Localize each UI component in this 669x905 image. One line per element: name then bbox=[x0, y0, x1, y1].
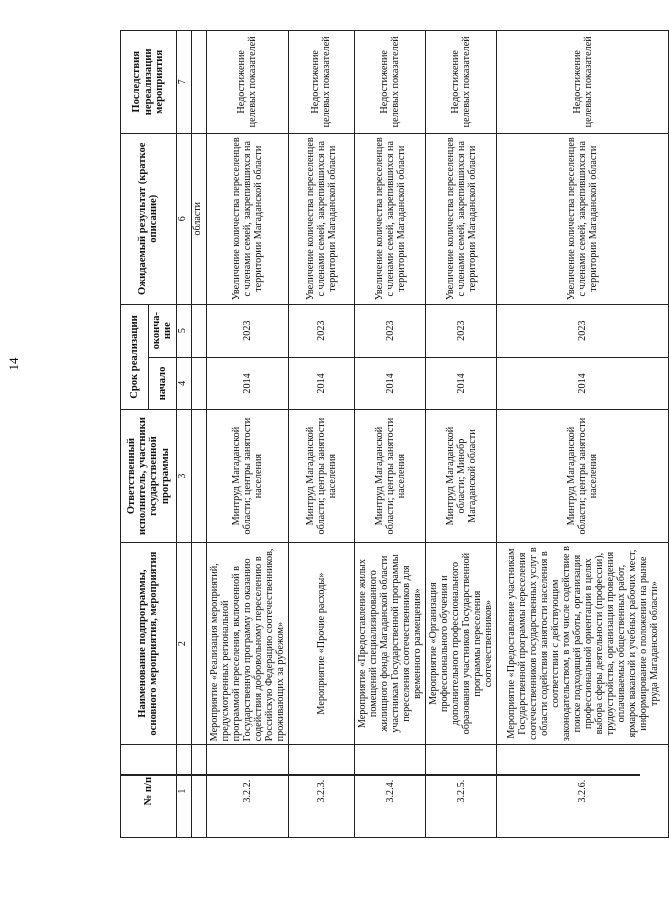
header-term: Срок реализации bbox=[121, 304, 149, 410]
row-end: 2023 bbox=[354, 304, 425, 357]
header-end: оконча-ние bbox=[149, 304, 177, 357]
page-number: 14 bbox=[6, 357, 21, 371]
header-name: Наименование подпрограммы, основного мероприятия, мероприятия bbox=[121, 542, 177, 744]
table-row bbox=[497, 31, 669, 838]
row-executor: Минтруд Магаданской области; центры занятости населения bbox=[354, 410, 425, 543]
index-cell: 3 bbox=[176, 410, 191, 543]
index-cell: 2 bbox=[176, 542, 191, 744]
row-name: Мероприятие «Прочие расходы» bbox=[288, 542, 354, 744]
row-num: 3.2.4. bbox=[354, 745, 425, 838]
index-cell: 1 bbox=[176, 745, 191, 838]
header-start: начало bbox=[149, 357, 177, 410]
row-result: Увеличение количества переселенцев с членами семей, закрепившихся на территории Магаданской области bbox=[497, 133, 669, 304]
row-num: 3.2.5. bbox=[426, 745, 497, 838]
row-name: Мероприятие «Реализация мероприятий, предусмотренных региональной программой переселения, включенной в Государственную программу по оказанию содействия добровольному переселению в Российскую Федерацию соотечественников, проживающих за рубежом» bbox=[206, 542, 288, 744]
header-result: Ожидаемый результат (краткое описание) bbox=[121, 133, 177, 304]
row-consequences: Недостижение целевых показателей bbox=[497, 31, 669, 134]
row-end: 2023 bbox=[426, 304, 497, 357]
row-name: Мероприятие «Организация профессионального обучения и дополнительного профессионального образования участников Государственной программы переселения соотечественников» bbox=[426, 542, 497, 744]
row-num: 3.2.3. bbox=[288, 745, 354, 838]
row-start: 2014 bbox=[354, 357, 425, 410]
index-cell: 6 bbox=[176, 133, 191, 304]
continuation-row bbox=[191, 31, 206, 838]
table-row bbox=[288, 31, 354, 838]
row-consequences: Недостижение целевых показателей bbox=[354, 31, 425, 134]
row-executor: Минтруд Магаданской области; центры занятости населения bbox=[206, 410, 288, 543]
column-index-row bbox=[176, 31, 191, 838]
row-result: Увеличение количества переселенцев с членами семей, закрепившихся на территории Магаданской области bbox=[426, 133, 497, 304]
header-consequences: Последствия нереализации мероприятия bbox=[121, 31, 177, 134]
row-name: Мероприятие «Предоставление участникам Государственной программы переселения соотечественников государственных услуг в области содействия занятости населения в соответствии с действующим законодательством, в том числе содействие в поиске подходящей работы, организация профессиональной ориентации в целях выбора сферы деятельности (профессии), трудоустройства, организация проведения оплачиваемых общественных работ, ярмарок вакансий и учебных рабочих мест, информирование о положении на рынке труда Магаданской области» bbox=[497, 542, 669, 744]
table-row bbox=[354, 31, 425, 838]
header-num: № п/п bbox=[121, 745, 177, 838]
row-result: Увеличение количества переселенцев с членами семей, закрепившихся на территории Магаданской области bbox=[206, 133, 288, 304]
continuation-text: области bbox=[191, 133, 206, 304]
row-end: 2023 bbox=[206, 304, 288, 357]
row-consequences: Недостижение целевых показателей bbox=[288, 31, 354, 134]
row-start: 2014 bbox=[497, 357, 669, 410]
row-start: 2014 bbox=[288, 357, 354, 410]
row-executor: Минтруд Магаданской области; центры занятости населения bbox=[497, 410, 669, 543]
rotated-table-container bbox=[120, 30, 660, 838]
table-row bbox=[206, 31, 288, 838]
row-num: 3.2.2. bbox=[206, 745, 288, 838]
index-cell: 5 bbox=[176, 304, 191, 357]
row-num: 3.2.6. bbox=[497, 745, 669, 838]
measures-table bbox=[120, 30, 669, 838]
table-row bbox=[426, 31, 497, 838]
row-end: 2023 bbox=[497, 304, 669, 357]
row-consequences: Недостижение целевых показателей bbox=[426, 31, 497, 134]
row-name: Мероприятие «Предоставление жилых помещений специализированного жилищного фонда Магаданской области участникам Государственной программы переселения соотечественников для временного размещения» bbox=[354, 542, 425, 744]
row-result: Увеличение количества переселенцев с членами семей, закрепившихся на территории Магаданской области bbox=[354, 133, 425, 304]
row-start: 2014 bbox=[426, 357, 497, 410]
row-executor: Минтруд Магаданской области; Минобр Магаданской области bbox=[426, 410, 497, 543]
row-end: 2023 bbox=[288, 304, 354, 357]
row-start: 2014 bbox=[206, 357, 288, 410]
row-executor: Минтруд Магаданской области; центры занятости населения bbox=[288, 410, 354, 543]
index-cell: 7 bbox=[176, 31, 191, 134]
row-consequences: Недостижение целевых показателей bbox=[206, 31, 288, 134]
header-executor: Ответственный исполнитель, участники государственной программы bbox=[121, 410, 177, 543]
index-cell: 4 bbox=[176, 357, 191, 410]
row-result: Увеличение количества переселенцев с членами семей, закрепившихся на территории Магаданской области bbox=[288, 133, 354, 304]
